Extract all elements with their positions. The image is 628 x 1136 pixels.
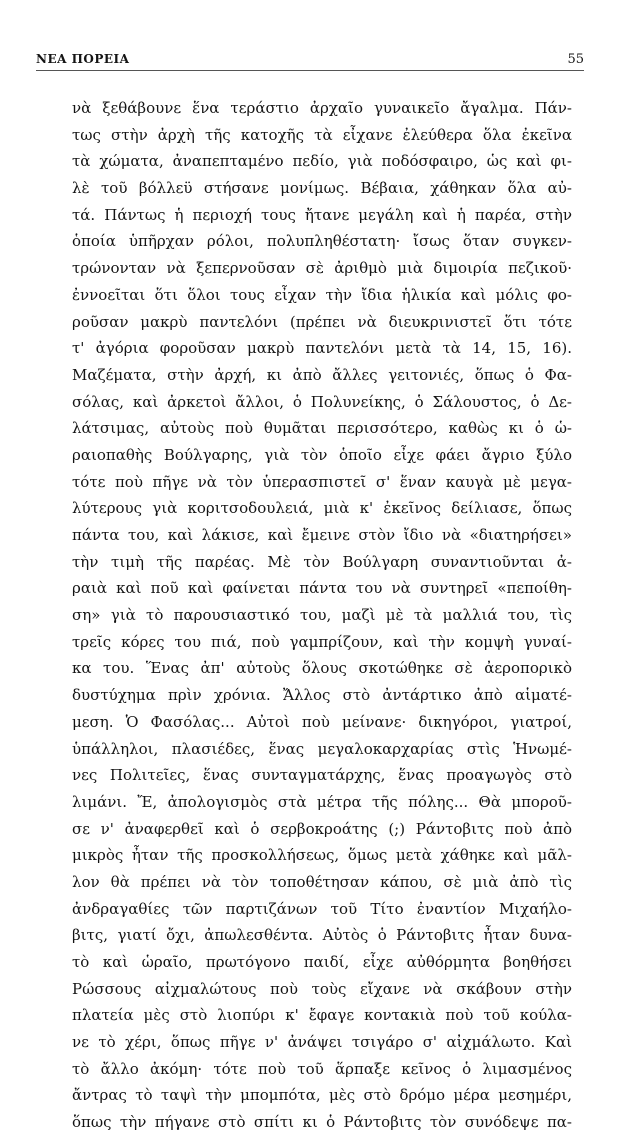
text-line: λύτερους γιὰ κοριτσοδουλειά, μιὰ κ' ἐκεῖνος δείλιασε, ὅπως bbox=[72, 499, 572, 518]
text-line: τὸ καὶ ὡραῖο, πρωτόγονο παιδί, εἶχε αὐθόρμητα βοηθήσει bbox=[72, 953, 572, 971]
text-line: νες Πολιτεῖες, ἕνας συνταγματάρχης, ἕνας προαγωγὸς στὸ bbox=[72, 766, 572, 785]
text-line: τ' ἀγόρια φοροῦσαν μακρὺ παντελόνι μετὰ τὰ 14, 15, 16). bbox=[72, 339, 572, 358]
text-line: λὲ τοῦ βόλλεϋ στήσανε μονίμως. Βέβαια, χάθηκαν ὅλα αὐ- bbox=[72, 179, 572, 198]
text-line: λιμάνι. Ἔ, ἀπολογισμὸς στὰ μέτρα τῆς πόλης... Θὰ μποροῦ- bbox=[72, 792, 572, 811]
page-header bbox=[36, 50, 584, 70]
text-line: ἀνδραγαθίες τῶν παρτιζάνων τοῦ Τίτο ἐναντίον Μιχαήλο- bbox=[72, 899, 572, 918]
text-line: νὰ ξεθάβουνε ἕνα τεράστιο ἀρχαῖο γυναικεῖο ἄγαλμα. Πάν- bbox=[72, 99, 572, 117]
text-line: ραιοπαθὴς Βούλγαρης, γιὰ τὸν ὁποῖο εἶχε φάει ἄγριο ξύλο bbox=[72, 445, 572, 464]
text-line: ἐννοεῖται ὅτι ὅλοι τους εἶχαν τὴν ἴδια ἡλικία καὶ μόλις φο- bbox=[72, 285, 572, 304]
text-line: ραιὰ καὶ ποῦ καὶ φαίνεται πάντα του νὰ συντηρεῖ «πεποίθη- bbox=[72, 579, 572, 598]
text-line: ὑπάλληλοι, πλασιέδες, ἕνας μεγαλοκαρχαρίας στὶς Ἡνωμέ- bbox=[72, 739, 572, 758]
text-line: τότε ποὺ πῆγε νὰ τὸν ὑπερασπιστεῖ σ' ἕναν καυγὰ μὲ μεγα- bbox=[72, 472, 572, 491]
body-text bbox=[72, 95, 572, 1136]
text-line: λάτσιμας, αὐτοὺς ποὺ θυμᾶται περισσότερο, καθὼς κι ὁ ὡ- bbox=[72, 419, 572, 438]
text-line: Ρώσσους αἰχμαλώτους ποὺ τοὺς εἴχανε νὰ σκάβουν στὴν bbox=[72, 979, 572, 998]
text-line: κα του. Ἕνας ἀπ' αὐτοὺς ὅλους σκοτώθηκε σὲ ἀεροπορικὸ bbox=[72, 659, 572, 678]
header-rule bbox=[36, 70, 584, 71]
text-line: πάντα του, καὶ λάκισε, καὶ ἔμεινε στὸν ἴδιο νὰ «διατηρήσει» bbox=[72, 526, 572, 544]
text-line: τρώνονταν νὰ ξεπερνοῦσαν σὲ ἀριθμὸ μιὰ διμοιρία πεζικοῦ· bbox=[72, 259, 572, 278]
text-line: τὴν τιμὴ τῆς παρέας. Μὲ τὸν Βούλγαρη συναντιοῦνται ἀ- bbox=[72, 552, 572, 571]
text-line: βιτς, γιατί ὄχι, ἀπωλεσθέντα. Αὐτὸς ὁ Ράντοβιτς ἦταν δυνα- bbox=[72, 926, 572, 945]
text-line: ὁποία ὑπῆρχαν ρόλοι, πολυπληθέστατη· ἴσως ὅταν συγκεν- bbox=[72, 232, 572, 251]
text-line: δυστύχημα πρὶν χρόνια. Ἄλλος στὸ ἀντάρτικο ἀπὸ αἱματέ- bbox=[72, 686, 572, 705]
text-line: πλατεία μὲς στὸ λιοπύρι κ' ἔφαγε κοντακιὰ ποὺ τοῦ κούλα- bbox=[72, 1006, 572, 1025]
text-line: ἄντρας τὸ ταψὶ τὴν μπομπότα, μὲς στὸ δρόμο μέρα μεσημέρι, bbox=[72, 1086, 572, 1105]
text-line: λον θὰ πρέπει νὰ τὸν τοποθέτησαν κάπου, σὲ μιὰ ἀπὸ τὶς bbox=[72, 872, 572, 891]
text-line: μικρὸς ἦταν τῆς προσκολλήσεως, ὅμως μετὰ χάθηκε καὶ μᾶλ- bbox=[72, 846, 572, 865]
text-line: ὅπως τὴν πήγανε στὸ σπίτι κι ὁ Ράντοβιτς τὸν συνόδεψε πα- bbox=[72, 1113, 572, 1132]
text-line: σε ν' ἀναφερθεῖ καὶ ὁ σερβοκροάτης (;) Ράντοβιτς ποὺ ἀπὸ bbox=[72, 819, 572, 838]
page-number: 55 bbox=[567, 52, 584, 67]
text-line: τως στὴν ἀρχὴ τῆς κατοχῆς τὰ εἶχανε ἐλεύθερα ὅλα ἐκεῖνα bbox=[72, 125, 572, 144]
text-line: τὸ ἄλλο ἀκόμη· τότε ποὺ τοῦ ἅρπαξε κεῖνος ὁ λιμασμένος bbox=[72, 1059, 572, 1078]
text-line: ση» γιὰ τὸ παρουσιαστικό του, μαζὶ μὲ τὰ μαλλιά του, τὶς bbox=[72, 606, 572, 625]
text-line: Μαζέματα, στὴν ἀρχή, κι ἀπὸ ἄλλες γειτονιές, ὅπως ὁ Φα- bbox=[72, 365, 572, 384]
text-line: ροῦσαν μακρὺ παντελόνι (πρέπει νὰ διευκρινιστεῖ ὅτι τότε bbox=[72, 312, 572, 331]
text-line: τὰ χώματα, ἀναπεπταμένο πεδίο, γιὰ ποδόσφαιρο, ὡς καὶ φι- bbox=[72, 152, 572, 171]
text-line: τρεῖς κόρες του πιά, ποὺ γαμπρίζουν, καὶ τὴν κομψὴ γυναί- bbox=[72, 632, 572, 651]
text-line: νε τὸ χέρι, ὅπως πῆγε ν' ἀνάψει τσιγάρο σ' αἰχμάλωτο. Καὶ bbox=[72, 1033, 572, 1052]
text-line: μεση. Ὁ Φασόλας... Αὐτοὶ ποὺ μείνανε· δικηγόροι, γιατροί, bbox=[72, 712, 572, 731]
running-title: ΝΕΑ ΠΟΡΕΙΑ bbox=[36, 52, 130, 66]
text-line: τά. Πάντως ἡ περιοχή τους ἤτανε μεγάλη καὶ ἡ παρέα, στὴν bbox=[72, 205, 572, 224]
text-line: σόλας, καὶ ἀρκετοὶ ἄλλοι, ὁ Πολυνείκης, ὁ Σάλουστος, ὁ Δε- bbox=[72, 392, 572, 411]
